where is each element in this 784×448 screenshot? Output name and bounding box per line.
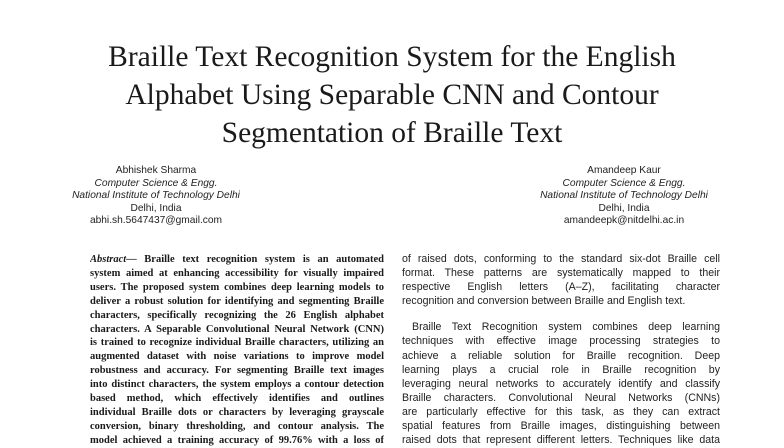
body-line: spatial features from Braille images, distinguishing between (402, 420, 720, 433)
body-line: raised dots that represent different letters. Techniques like data (402, 434, 720, 447)
author-block-2 (474, 165, 774, 228)
abstract-line: system aimed at enhancing accessibility for visually impaired (90, 267, 384, 279)
abstract-line: users. The proposed system combines deep learning models to (90, 281, 384, 293)
body-line: respective English letters (A–Z), facilitating character (402, 281, 720, 294)
body-line: are particularly effective for this task, as they can extract (402, 405, 720, 418)
author-institute: National Institute of Technology Delhi (72, 190, 240, 202)
right-column-text (402, 252, 720, 447)
abstract-line: model achieved a training accuracy of 99.76% with a loss of (90, 434, 384, 446)
abstract-line (90, 253, 384, 267)
author-location: Delhi, India (130, 202, 182, 214)
body-line: of raised dots, conforming to the standard six-dot Braille cell (402, 253, 720, 265)
paper-title (40, 38, 744, 152)
body-line: leveraging neural networks to accurately identify and classify (402, 377, 720, 390)
title-line: Alphabet Using Separable CNN and Contour (125, 79, 659, 111)
author-email: abhi.sh.5647437@gmail.com (89, 215, 223, 227)
abstract-line: individual Braille dots or characters by leveraging grayscale (90, 406, 384, 418)
author-name: Amandeep Kaur (587, 165, 661, 176)
body-line: Braille Text Recognition system combines deep learning (412, 321, 720, 334)
abstract-line: augmented dataset with noise variations to improve model (90, 351, 384, 363)
body-line: learning plays a crucial role in Braille recognition by (402, 363, 720, 376)
author-department: Computer Science & Engg. (562, 177, 686, 189)
author-institute: National Institute of Technology Delhi (540, 190, 708, 202)
abstract-line: based method, which effectively identifies and outlines (90, 393, 384, 405)
abstract-line: deliver a robust solution for identifying and segmenting Braille (90, 295, 384, 307)
abstract-line: characters. A Separable Convolutional Neural Network (CNN) (90, 323, 384, 335)
abstract-label: Abstract (90, 254, 127, 265)
body-line: recognition and conversion between Braille and English text. (402, 295, 686, 308)
author-name: Abhishek Sharma (115, 165, 197, 176)
author-block-1 (6, 165, 306, 228)
author-department: Computer Science & Engg. (94, 177, 218, 189)
abstract-line: conversion, binary thresholding, and contour analysis. The (90, 420, 384, 432)
title-line: Segmentation of Braille Text (221, 117, 563, 149)
title-line: Braille Text Recognition System for the English (108, 41, 676, 73)
author-location: Delhi, India (598, 202, 650, 214)
abstract-line: characters, specifically recognizing the 26 English alphabet (90, 309, 384, 321)
abstract (90, 253, 384, 448)
author-email: amandeepk@nitdelhi.ac.in (563, 215, 685, 227)
abstract-line: into distinct characters, the system employs a contour detection (90, 379, 384, 391)
body-line: techniques with effective image processing strategies to (402, 335, 720, 348)
body-line: achieve a reliable solution for Braille recognition. Deep (402, 349, 720, 362)
abstract-line: robustness and accuracy. For segmenting Braille text images (90, 365, 384, 377)
body-line: Braille characters. Convolutional Neural Networks (CNNs) (402, 391, 720, 404)
abstract-line: is trained to recognize individual Braille characters, utilizing an (90, 337, 384, 349)
abstract-line-text: — Braille text recognition system is an automated (126, 254, 384, 265)
body-line: format. These patterns are systematically mapped to their (402, 267, 720, 280)
paragraph-gap (402, 308, 720, 320)
